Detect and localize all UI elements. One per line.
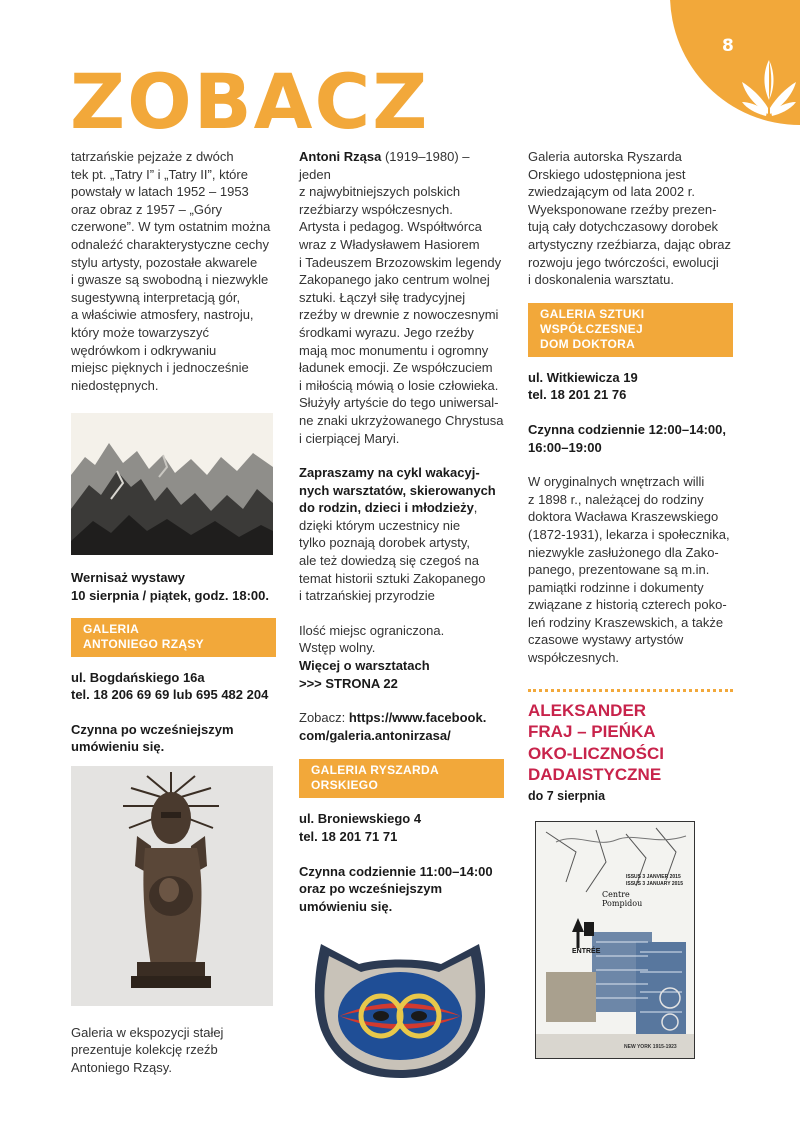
gallery-label-dom-doktora: GALERIA SZTUKI WSPÓŁCZESNEJ DOM DOKTORA	[528, 303, 733, 357]
intro-text: tatrzańskie pejzaże z dwóch tek pt. „Tatry I” i „Tatry II”, które powstały w latach 1952 – 1953 oraz obraz z 1957 – „Góry czerwone”. W tym ostatnim można odnaleźć charakterystyczne cechy stylu artysty, pozostałe akwarele i gwasze są swobodną i niezwykle sugestywną interpretacją gór, a właściwie atmosfery, nastroju, który może towarzyszyć wędrówkom i odkrywaniu miejsc pięknych i jednocześnie niedostępnych.	[71, 149, 271, 393]
facebook-link[interactable]: Zobacz: https://www.facebook. com/galeria.antonirzasa/	[299, 710, 487, 743]
orski-gallery-text: Galeria autorska Ryszarda Orskiego udostępniona jest zwiedzającym od lata 2002 r. Wyeksponowane rzeźby prezen- tują cały dotychczasowy dorobek artystyczny rzeźbiarza, dając obraz rozwoju jego twórczości, ewolucji i doskonalenia warsztatu.	[528, 149, 732, 288]
mountain-watercolor-image	[71, 413, 276, 555]
vernissage-date: 10 sierpnia / piątek, godz. 18:00.	[71, 587, 269, 603]
poster-centre-text: Centre Pompidou	[602, 889, 643, 908]
dada-poster-image	[535, 821, 695, 1059]
column-left: tatrzańskie pejzaże z dwóch tek pt. „Tatry I” i „Tatry II”, które powstały w latach 1952 – 1953 oraz obraz z 1957 – „Góry czerwone”. W tym ostatnim można odnaleźć charakterystyczne cechy stylu artysty, pozostałe akwarele i gwasze są swobodną i niezwykle sugestywną interpretacją gór, a właściwie atmosfery, nastroju, który może towarzyszyć wędrówkom i odkrywaniu miejsc pięknych i jednocześnie niedostępnych. Wernisaż wystawy 10 sierpnia / piątek, godz. 18:00. GALERIA ANTONIEGO RZĄSY ul. Bogdańskiego 16a tel. 18 206 69 69 lub 695 482 204 Czynna po wcześniejszym umówieniu się. Galeria w ekspozycji stałej prezentuje kolekcję rzeźb Antoniego Rząsy.	[71, 148, 276, 1077]
hours-dom-doktora: Czynna codziennie 12:00–14:00,	[528, 421, 726, 437]
limit-text: Ilość miejsc ograniczona. Wstęp wolny. Więcej o warsztatach >>> STRONA 22	[299, 622, 445, 691]
page-title: ZOBACZ	[70, 57, 430, 146]
wooden-sculpture-image	[71, 766, 276, 1006]
poster-footer-text: NEW YORK 1915-1923	[624, 1043, 677, 1050]
page-number: 8	[722, 36, 734, 56]
more-workshops-link[interactable]: Więcej o warsztatach	[299, 658, 430, 674]
gallery-label-orski: GALERIA RYSZARDA ORSKIEGO	[299, 759, 504, 798]
gallery-label-rzasa: GALERIA ANTONIEGO RZĄSY	[71, 618, 276, 657]
hours-rzasa: Czynna po wcześniejszym	[71, 721, 234, 737]
exhibition-title: ALEKSANDER FRAJ – PIEŃKA OKO-LICZNOŚCI DADAISTYCZNE	[528, 700, 664, 785]
address-rzasa: ul. Bogdańskiego 16a	[71, 669, 205, 685]
cat-mask-sculpture-image	[299, 930, 504, 1085]
phone-orski: tel. 18 201 71 71	[299, 829, 398, 844]
rzasa-bio: Antoni Rząsa (1919–1980) – jeden z najwybitniejszych polskich rzeźbiarzy współczesnych. Artysta i pedagog. Współtwórca wraz z Władysławem Hasiorem i Tadeuszem Brzozowskim legendy Zakopanego jako centrum wolnej sztuki. Łączył siłę tradycyjnej rzeźby w drewnie z nowoczesnymi środkami wyrazu. Jego rzeźby mają moc monumentu i ogromny ładunek emocji. Ze współczuciem i miłością mówią o losie człowieka. Służyły artyście do tego uniwersal- ne znaki ukrzyżowanego Chrystusa i cierpiącej Maryi.	[299, 149, 504, 446]
sculpture-caption: Galeria w ekspozycji stałej prezentuje kolekcję rzeźb Antoniego Rząsy.	[71, 1024, 224, 1076]
artist-name: Antoni Rząsa	[299, 149, 382, 164]
phone-dom-doktora: tel. 18 201 21 76	[528, 387, 627, 403]
poster-entree-text: ENTRÉE	[572, 947, 601, 955]
column-middle: Antoni Rząsa (1919–1980) – jeden z najwybitniejszych polskich rzeźbiarzy współczesnych. Artysta i pedagog. Współtwórca wraz z Władysławem Hasiorem i Tadeuszem Brzozowskim legendy Zakopanego jako centrum wolnej sztuki. Łączył siłę tradycyjnej rzeźby w drewnie z nowoczesnymi środkami wyrazu. Jego rzeźby mają moc monumentu i ogromny ładunek emocji. Ze współczuciem i miłością mówią o losie człowieka. Służyły artyście do tego uniwersal- ne znaki ukrzyżowanego Chrystusa i cierpiącej Maryi. Zapraszamy na cykl wakacyj- nych warsztatów, skierowanych do rodzin, dzieci i młodzieży, dzięki którym uczestnicy nie tylko poznają dorobek artysty, ale też dowiedzą się czegoś na temat historii sztuki Zakopanego i tatrzańskiej przyrodzie Ilość miejsc ograniczona. Wstęp wolny. Więcej o warsztatach >>> STRONA 22 Zobacz: https://www.facebook. com/galeria.antonirzasa/ GALERIA RYSZARDA ORSKIEGO ul. Broniewskiego 4 tel. 18 201 71 71 Czynna codziennie 11:00–14:00 oraz po wcześniejszym umówieniu się.	[299, 148, 504, 1085]
workshop-text: Zapraszamy na cykl wakacyj- nych warsztatów, skierowanych do rodzin, dzieci i młodzieży, dzięki którym uczestnicy nie tylko poznają dorobek artysty, ale też dowiedzą się czegoś na temat historii sztuki Zakopanego i tatrzańskiej przyrodzie	[299, 465, 496, 604]
poster-date-lines: ISSUS 3 JANVIER 2015 ISSUS 3 JANUARY 2015	[626, 873, 683, 887]
leaf-sprout-icon	[740, 56, 798, 118]
address-dom-doktora: ul. Witkiewicza 19	[528, 369, 638, 385]
vernissage-title: Wernisaż wystawy	[71, 570, 185, 586]
exhibition-date: do 7 sierpnia	[528, 788, 606, 803]
dom-doktora-text: W oryginalnych wnętrzach willi z 1898 r., należącej do rodziny doktora Wacława Kraszewskiego (1872-1931), lekarza i społecznika, niezwykle zasłużonego dla Zako- panego, prezentowane są m.in. pamiątki rodzinne i dokumenty związane z historią czterech poko- leń rodziny Kraszewskich, a także czasowe wystawy artystów współczesnych.	[528, 474, 730, 666]
dotted-divider	[528, 689, 733, 692]
address-orski: ul. Broniewskiego 4	[299, 811, 422, 827]
hours-orski: Czynna codziennie 11:00–14:00	[299, 863, 493, 879]
phone-rzasa: tel. 18 206 69 69 lub 695 482 204	[71, 687, 269, 703]
column-right: Galeria autorska Ryszarda Orskiego udostępniona jest zwiedzającym od lata 2002 r. Wyeksponowane rzeźby prezen- tują cały dotychczasowy dorobek artystyczny rzeźbiarza, dając obraz rozwoju jego twórczości, ewolucji i doskonalenia warsztatu. GALERIA SZTUKI WSPÓŁCZESNEJ DOM DOKTORA ul. Witkiewicza 19 tel. 18 201 21 76 Czynna codziennie 12:00–14:00, 16:00–19:00 W oryginalnych wnętrzach willi z 1898 r., należącej do rodziny doktora Wacława Kraszewskiego (1872-1931), lekarza i społecznika, niezwykle zasłużonego dla Zako- panego, prezentowane są m.in. pamiątki rodzinne i dokumenty związane z historią czterech poko- leń rodziny Kraszewskich, a także czasowe wystawy artystów współczesnych. ALEKSANDER FRAJ – PIEŃKA OKO-LICZNOŚCI DADAISTYCZNE do 7 sierpnia ISSUS 3 JANVIER 2015 ISSUS 3 JANUARY 2015 Centre Pompidou ENTRÉE NEW YORK 1915-1923	[528, 148, 733, 1059]
